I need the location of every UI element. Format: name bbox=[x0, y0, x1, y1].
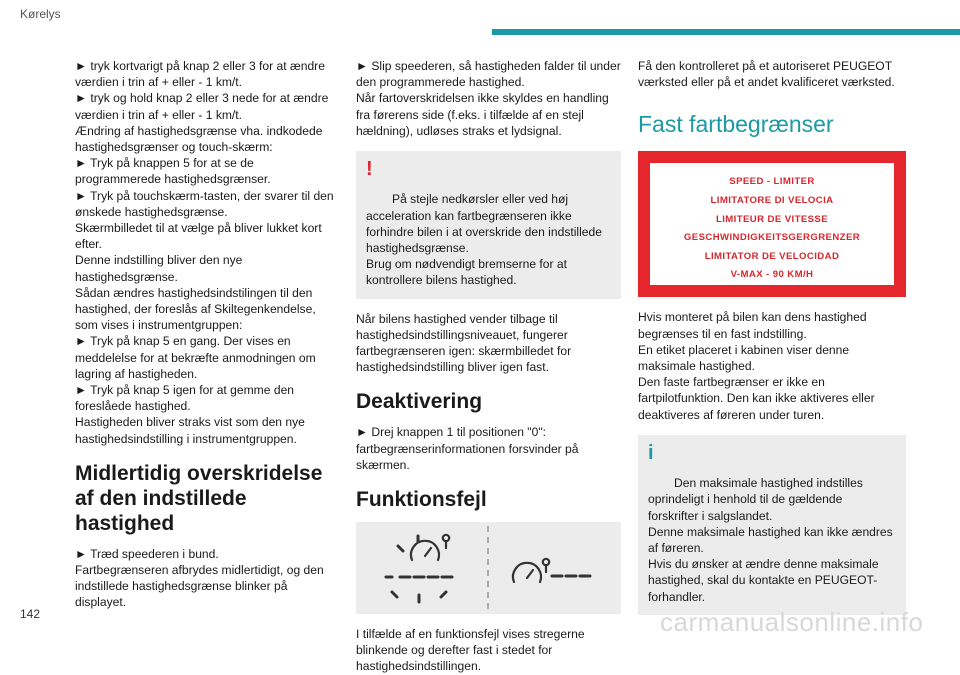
warning-notice bbox=[356, 151, 621, 299]
column-1 bbox=[75, 58, 340, 611]
malfunction-dashes-icon bbox=[356, 522, 621, 614]
watermark: carmanualsonline.info bbox=[660, 607, 924, 637]
heading-malfunction: Funktionsfejl bbox=[356, 488, 487, 512]
label-line: LIMITATORE DI VELOCIA bbox=[710, 195, 834, 206]
label-line: LIMITATOR DE VELOCIDAD bbox=[704, 250, 840, 262]
heading-temporary-exceed: Midlertidig overskridelse af den indstillede hastighed bbox=[75, 461, 323, 535]
malfunction-text: I tilfælde af en funktionsfejl vises stregerne blinkende og derefter fast i stedet for hastighedsindstillingen. bbox=[356, 627, 585, 674]
workshop-check-text: Få den kontrolleret på et autoriseret PEUGEOT værksted eller på et andet kvalificeret værksted. bbox=[638, 59, 895, 90]
label-line: SPEED - LIMITER bbox=[729, 176, 815, 188]
speed-limiter-label bbox=[650, 163, 894, 285]
label-line: GESCHWINDIGKEITSGERGRENZER bbox=[683, 232, 861, 244]
deactivation-text: ► Drej knappen 1 til positionen "0": fartbegrænserinformationen forsvinder på skærmen. bbox=[356, 425, 579, 472]
speed-limiter-label-image bbox=[638, 151, 906, 297]
info-icon: i bbox=[648, 441, 654, 464]
heading-deactivation: Deaktivering bbox=[356, 390, 483, 414]
temporary-exceed-text: ► Træd speederen i bund. Fartbegrænseren afbrydes midlertidigt, og den indstillede hastighedsgrænse blinker på displayet. bbox=[75, 546, 324, 610]
warning-text: På stejle nedkørsler eller ved høj acceleration kan fartbegrænseren ikke forhindre bilen i at overskride den indstillede hastighedsgrænse. Brug om nødvendigt bremserne for at kontrollere bilens hastighed. bbox=[366, 192, 602, 288]
header-accent-bar bbox=[492, 29, 960, 35]
page-number: 142 bbox=[20, 607, 41, 621]
running-header: Kørelys bbox=[20, 7, 61, 21]
release-accelerator-text: ► Slip speederen, så hastigheden falder til under den programmerede hastighed. Når fartoverskridelsen ikke skyldes en handling fra førerens side (f.eks. i tilfælde af en stejl hældning), udløses straks et lydsignal. bbox=[356, 59, 621, 138]
warning-icon: ! bbox=[366, 158, 373, 181]
info-text: Den maksimale hastighed indstilles oprindeligt i henhold til de gældende forskrifter i salgslandet. Denne maksimale hastighed kan ikke ændres af føreren. Hvis du ønsker at ændre denne maksimale hastighed, skal du kontakte en PEUGEOT-forhandler. bbox=[648, 476, 893, 604]
speed-adjust-instructions: ► tryk kortvarigt på knap 2 eller 3 for at ændre værdien i trin af + eller - 1 km/t. ► tryk og hold knap 2 eller 3 nede for at ændre værdien i trin af + eller - 1 km/t. Ændring af hastighedsgrænse vha. indkodede hastighedsgrænser og touch-skærm: ► Tryk på knappen 5 for at se de programmerede hastighedsgrænser. ► Tryk på touchskærm-tasten, der svarer til den ønskede hastighedsgrænse. Skærmbilledet til at vælge på bliver lukket kort efter. Denne indstilling bliver den nye hastighedsgrænse. Sådan ændres hastighedsindstilingen til den hastighed, der foreslås af Skiltegenkendelse, som vises i instrumentgruppen: ► Tryk på knap 5 en gang. Der vises en meddelelse for at bekræfte anmodningen om lagring af hastigheden. ► Tryk på knap 5 igen for at gemme den foreslåede hastighed. Hastigheden bliver straks vist som den nye hastighedsindstilling i instrumentgruppen. bbox=[75, 59, 334, 446]
column-3 bbox=[638, 58, 906, 627]
malfunction-display-illustration bbox=[356, 522, 621, 614]
label-line: LIMITEUR DE VITESSE bbox=[715, 213, 829, 225]
info-notice bbox=[638, 435, 906, 615]
fixed-limiter-text: Hvis monteret på bilen kan dens hastighed begrænses til en fast indstilling. En etiket placeret i kabinen viser denne maksimale hastighed. Den faste fartbegrænser er ikke en fartpilotfunktion. Den kan ikke aktiveres eller deaktiveres af føreren under turen. bbox=[638, 310, 875, 422]
label-line: V-MAX - 90 KM/H bbox=[730, 269, 814, 281]
column-2 bbox=[356, 58, 621, 675]
heading-fixed-limiter: Fast fartbegrænser bbox=[638, 111, 834, 138]
speed-return-text: Når bilens hastighed vender tilbage til hastighedsindstillingsniveauet, fungerer fartbegrænseren igen: skærmbilledet for hastighedsindstilling bliver igen fast. bbox=[356, 311, 572, 375]
